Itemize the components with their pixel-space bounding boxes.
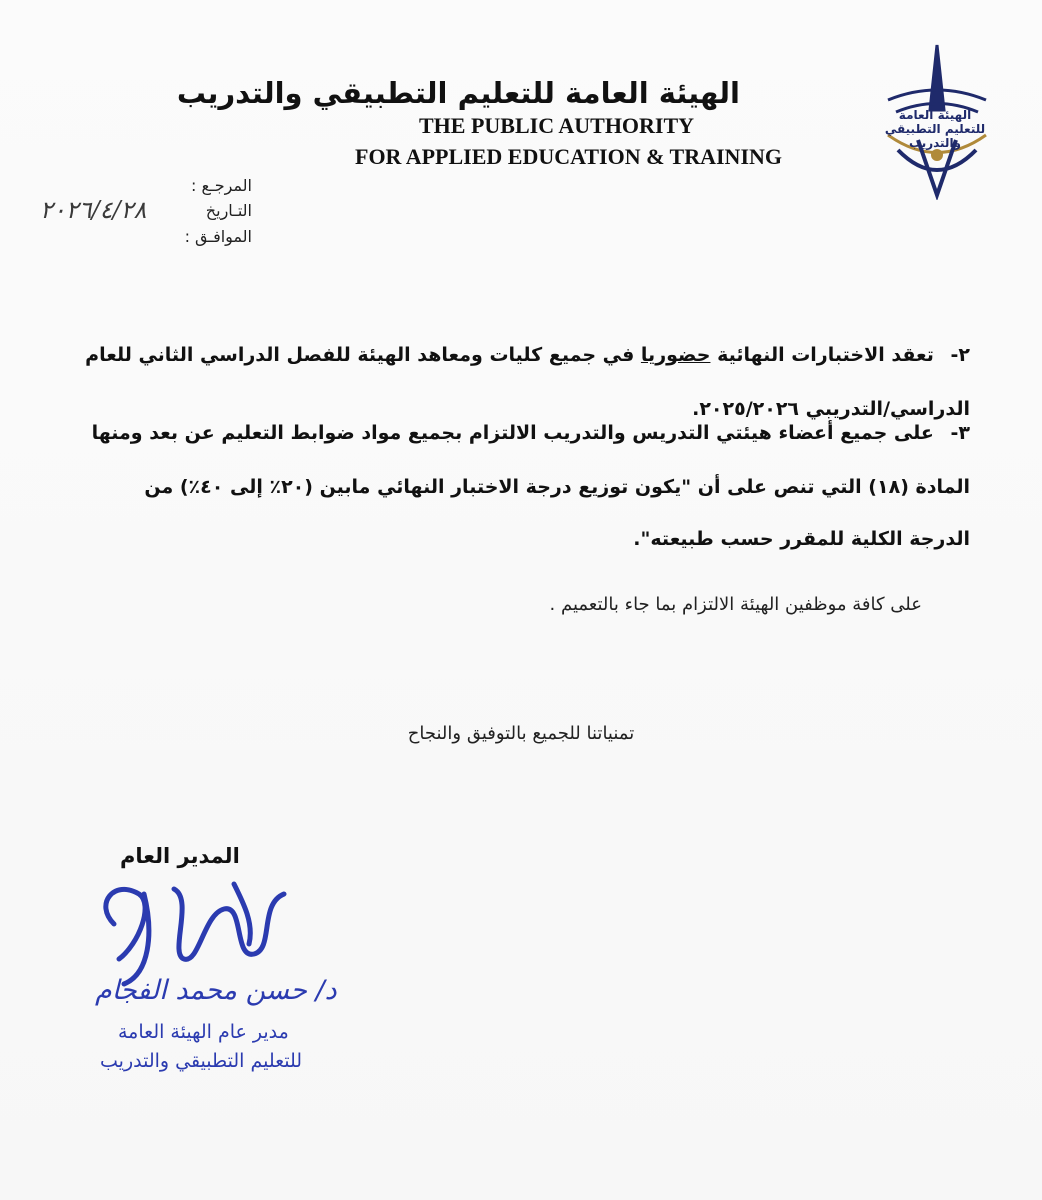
logo-caption [880,108,990,150]
item-2-line2: الدراسي/التدريبي ٢٠٢٥/٢٠٢٦. [692,398,970,420]
item-3-number: ٣- [950,422,970,444]
signatory-name-stamp: د/ حسن محمد الفجام [95,975,337,1006]
org-name-english-line2: FOR APPLIED EDUCATION & TRAINING [355,144,783,169]
item-3-line1-text: على جميع أعضاء هيئتي التدريس والتدريب الالتزام بجميع مواد ضوابط التعليم عن بعد ومنها [91,422,934,444]
item-2-text-after: في جميع كليات ومعاهد الهيئة للفصل الدراسي الثاني للعام [85,344,635,366]
item-2-text-before: تعقد الاختبارات النهائية [717,344,934,366]
item-3-line2: المادة (١٨) التي تنص على أن "يكون توزيع درجة الاختبار النهائي مابين (٢٠٪ إلى ٤٠٪) من [144,476,970,498]
handwritten-date: ٢٠٢٦/٤/٢٨ [40,196,147,224]
director-title: المدير العام [120,844,240,868]
signatory-role-line2: للتعليم التطبيقي والتدريب [100,1050,303,1072]
item-3-line1 [92,422,970,444]
date-label: التـاريخ [205,201,252,220]
hijri-date-label: الموافـق : [184,227,252,246]
closing-note: على كافة موظفين الهيئة الالتزام بما جاء بالتعميم . [549,594,922,615]
closing-wish: تمنياتنا للجميع بالتوفيق والنجاح [407,723,635,744]
item-3-line3: الدرجة الكلية للمقرر حسب طبيعته". [633,528,970,550]
org-name-arabic: الهيئة العامة للتعليم التطبيقي والتدريب [176,76,740,110]
reference-number-label: المرجـع : [191,176,252,195]
item-2-line1 [85,344,970,366]
signatory-role-line1: مدير عام الهيئة العامة [118,1021,289,1043]
logo-caption-line1: الهيئة العامة [898,108,972,122]
item-2-underlined-word: حضوريا [640,344,711,366]
item-2-number: ٢- [950,344,970,366]
org-name-english-line1: THE PUBLIC AUTHORITY [419,113,695,138]
logo-caption-line2: للتعليم التطبيقي والتدريب [884,122,986,150]
